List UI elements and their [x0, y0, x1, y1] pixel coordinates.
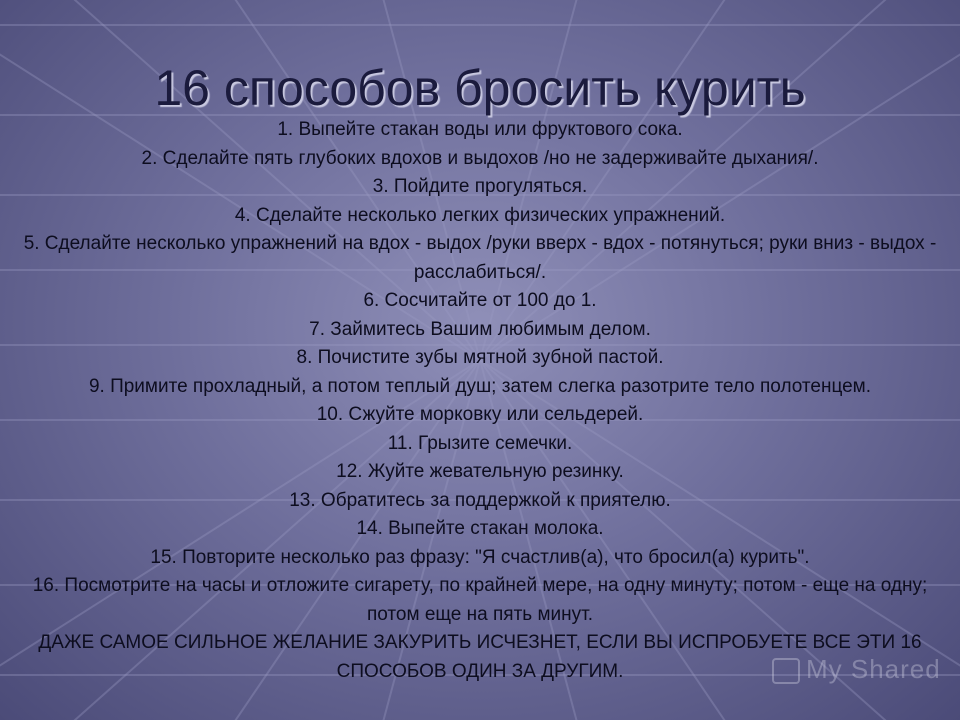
list-item: 1. Выпейте стакан воды или фруктового сока. — [277, 119, 683, 140]
list-item: 5. Сделайте несколько упражнений на вдох - выдох /руки вверх - вдох - потянуться; руки вниз - выдох - расслабиться/. — [23, 233, 937, 283]
list-item: 16. Посмотрите на часы и отложите сигарету, по крайней мере, на одну минуту; потом - еще на одну; потом еще на пять минут. — [32, 575, 928, 625]
list-item: 9. Примите прохладный, а потом теплый душ; затем слегка разотрите тело полотенцем. — [88, 375, 872, 397]
list-item: 2. Сделайте пять глубоких вдохов и выдохов /но не задерживайте дыхания/. — [141, 147, 819, 169]
list-item: 11. Грызите семечки. — [387, 432, 573, 454]
list-item: 6. Сосчитайте от 100 до 1. — [363, 290, 597, 311]
tips-list — [0, 116, 960, 686]
list-item: 13. Обратитесь за поддержкой к приятелю. — [289, 489, 671, 511]
list-item: 7. Займитесь Вашим любимым делом. — [309, 318, 651, 340]
slide-title: 16 способов бросить курить — [154, 60, 806, 116]
watermark-text: My Shared — [806, 654, 941, 684]
watermark — [772, 654, 941, 685]
watermark-logo-icon — [772, 658, 800, 684]
list-item: 4. Сделайте несколько легких физических упражнений. — [234, 204, 726, 226]
list-item: 14. Выпейте стакан молока. — [356, 518, 604, 539]
list-item: 10. Сжуйте морковку или сельдерей. — [316, 404, 644, 425]
list-item: 15. Повторите несколько раз фразу: "Я счастлив(а), что бросил(а) курить". — [150, 546, 810, 568]
conclusion-text: ДАЖЕ САМОЕ СИЛЬНОЕ ЖЕЛАНИЕ ЗАКУРИТЬ ИСЧЕЗНЕТ, ЕСЛИ ВЫ ИСПРОБУЕТЕ ВСЕ ЭТИ 16 СПОСОБОВ ОДИН ЗА ДРУГИМ. — [38, 632, 922, 682]
list-item: 12. Жуйте жевательную резинку. — [336, 461, 624, 482]
list-item: 8. Почистите зубы мятной зубной пастой. — [296, 347, 664, 368]
list-item: 3. Пойдите прогуляться. — [372, 176, 588, 197]
